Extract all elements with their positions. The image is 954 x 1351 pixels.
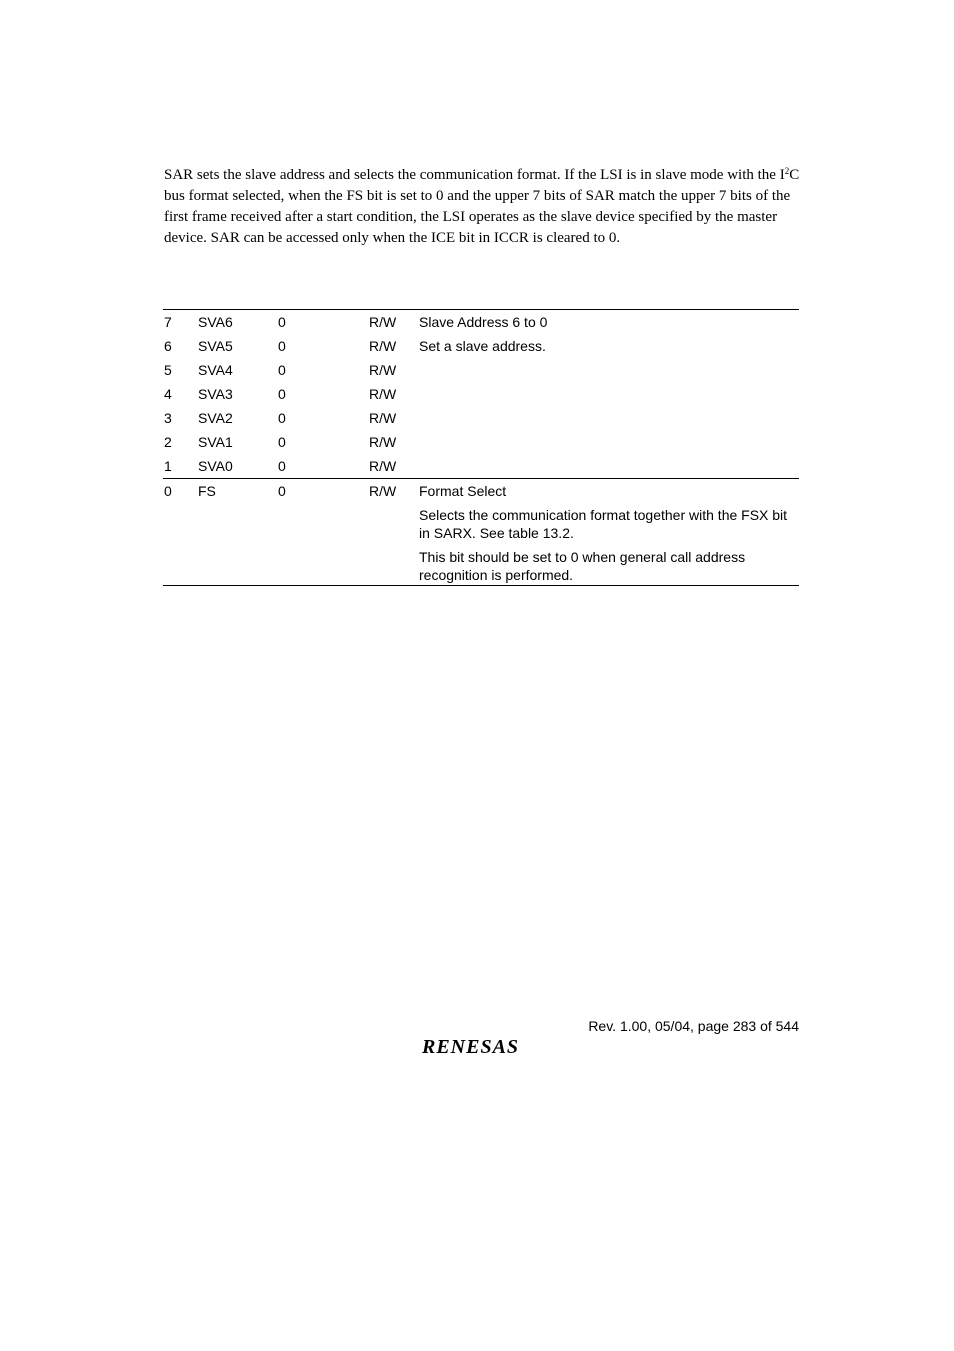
bit-number: 1	[164, 458, 172, 474]
bit-number: 3	[164, 410, 172, 426]
intro-paragraph	[164, 165, 804, 249]
table-row-bit4	[163, 382, 799, 406]
read-write: R/W	[369, 483, 397, 499]
initial-value: 0	[278, 483, 286, 499]
revision-info: Rev. 1.00, 05/04, page 283 of 544	[588, 1018, 799, 1034]
initial-value: 0	[278, 458, 286, 474]
bit-number: 4	[164, 386, 172, 402]
renesas-logo	[420, 1034, 544, 1058]
table-row-bit5	[163, 358, 799, 382]
read-write: R/W	[369, 362, 397, 378]
bit-number: 0	[164, 483, 172, 499]
bit-number: 6	[164, 338, 172, 354]
read-write: R/W	[369, 386, 397, 402]
bit-number: 2	[164, 434, 172, 450]
bit-name: SVA2	[198, 410, 233, 426]
fs-description-title: Format Select	[419, 483, 507, 499]
bit-name: SVA3	[198, 386, 233, 402]
initial-value: 0	[278, 362, 286, 378]
table-row-bit7	[163, 310, 799, 334]
bit-name: SVA4	[198, 362, 233, 378]
bit-number: 5	[164, 362, 172, 378]
intro-text-part1: SAR sets the slave address and selects the communication format. If the LSI is in slave mode with the I	[164, 167, 785, 183]
bit-description: Slave Address 6 to 0	[419, 314, 548, 330]
bit-number: 7	[164, 314, 172, 330]
table-row-bit0	[163, 478, 799, 585]
table-row-bit1	[163, 454, 799, 478]
page-footer	[420, 1018, 799, 1058]
table-row-bit6	[163, 334, 799, 358]
logo-text: RENESAS	[422, 1036, 520, 1058]
bit-name: SVA0	[198, 458, 233, 474]
read-write: R/W	[369, 314, 397, 330]
read-write: R/W	[369, 434, 397, 450]
bit-name: SVA1	[198, 434, 233, 450]
intro-superscript: 2	[784, 166, 790, 176]
intro-text-part2: C bus format selected, when the FS bit is set to 0 and the upper 7 bits of SAR match the upper 7 bits of the first frame received after a start condition, the LSI operates as the slave device specified by the master device. SAR can be accessed only when the ICE bit in ICCR is cleared to 0.	[164, 167, 800, 246]
bit-name: SVA5	[198, 338, 233, 354]
table-row-bit3	[163, 406, 799, 430]
initial-value: 0	[278, 338, 286, 354]
table-row-bit2	[163, 430, 799, 454]
register-bit-table	[163, 309, 799, 586]
fs-description-note: This bit should be set to 0 when general call address recognition is performed.	[419, 549, 746, 583]
read-write: R/W	[369, 458, 397, 474]
initial-value: 0	[278, 410, 286, 426]
read-write: R/W	[369, 410, 397, 426]
bit-name: FS	[198, 483, 216, 499]
bit-description: Set a slave address.	[419, 338, 546, 354]
initial-value: 0	[278, 434, 286, 450]
fs-description-detail: Selects the communication format together with the FSX bit in SARX. See table 13.2.	[419, 507, 788, 541]
initial-value: 0	[278, 314, 286, 330]
bit-name: SVA6	[198, 314, 233, 330]
initial-value: 0	[278, 386, 286, 402]
read-write: R/W	[369, 338, 397, 354]
bit-description	[419, 482, 799, 590]
